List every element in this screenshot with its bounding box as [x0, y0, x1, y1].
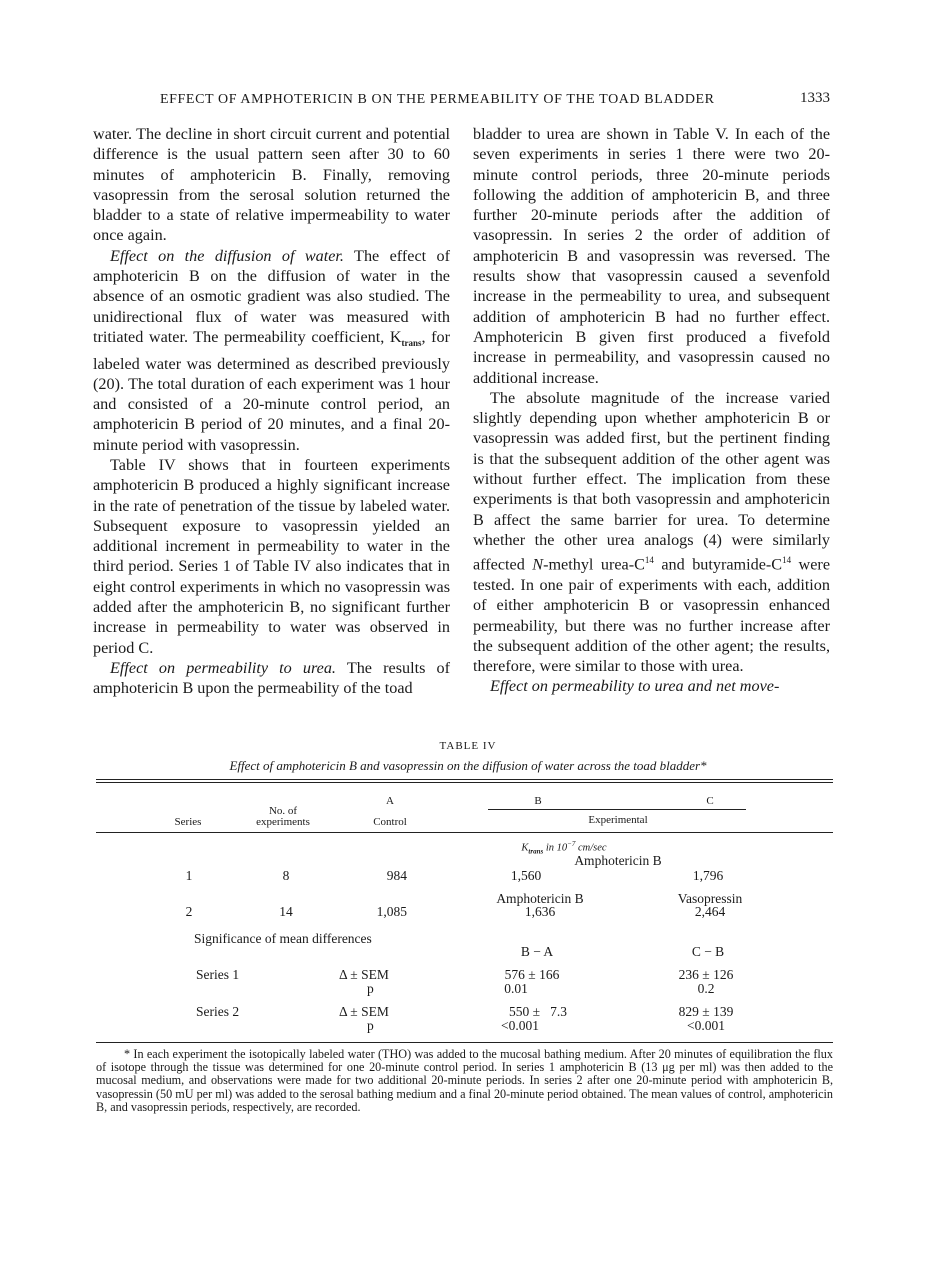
col-header-experiments: experiments: [256, 816, 310, 828]
diff-b-header: B − A: [520, 944, 554, 959]
table-label: TABLE IV: [439, 740, 497, 752]
row1-b: 1,560: [510, 868, 542, 883]
row2-b: 1,636: [524, 904, 556, 919]
section-heading: Effect on the diffusion of water.: [110, 246, 344, 265]
text-run: -methyl urea-C: [543, 555, 645, 574]
superscript: 14: [782, 555, 792, 566]
sig2-b: 550 ± 7.3: [508, 1004, 568, 1019]
superscript: 14: [644, 555, 654, 566]
paragraph: [473, 388, 830, 677]
text-run: and butyramide-C: [653, 555, 783, 574]
sig1-p-label: p: [367, 981, 374, 996]
col-header-a: A: [386, 795, 394, 807]
text-run: The effect of amphotericin B on the diffusion of water in the absence of an osmotic gradient was also studied. The unidirectional flux of water was measured with tritiated water. The permeability coefficient, K: [93, 246, 450, 346]
table-rule: [96, 782, 833, 783]
section-heading: Effect on permeability to urea and net move-: [490, 677, 780, 696]
sig2-b-p: <0.001: [501, 1018, 539, 1033]
row2-agent-b: Amphotericin B: [496, 891, 584, 906]
col-header-experimental: Experimental: [588, 814, 648, 826]
col-header-c: C: [706, 795, 714, 807]
col-header-b: B: [534, 795, 542, 807]
paragraph: [93, 246, 450, 455]
sig1-c-p: 0.2: [697, 981, 715, 996]
table-rule: [96, 832, 833, 833]
units-label: $K_{trans}$ in $10^{-7}$ cm/sec: [521, 840, 607, 856]
text-run: were tested. In one pair of experiments with each, addition of either amphotericin B or vasopressin enhanced permeability, but there was no further increase after the subsequent addition of the other agent; the results, therefore, were similar to those with urea.: [473, 555, 831, 676]
paragraph: [93, 658, 450, 699]
row1-a: 984: [386, 868, 407, 883]
table-footnote: * In each experiment the isotopically labeled water (THO) was added to the mucosal bathing medium. After 20 minutes of equilibration the flux of isotope through the tissue was determined for one 20-minute control period. In series 1 amphotericin B (13 μg per ml) was then added to the mucosal medium, and observations were made for two additional 20-minute periods. In series 2 after one 20-minute period with amphotericin B, vasopressin (50 mU per ml) was added to the serosal bathing medium and a final 20-minute period obtained. The mean values of control, amphotericin B, and vasopressin periods, respectively, are recorded.: [96, 1047, 833, 1114]
text-run: The absolute magnitude of the increase varied slightly depending upon whether amphotericin B or vasopressin was added first, but the pertinent finding is that the subsequent addition of the other agent was without further effect. The implication from these experiments is that both vasopressin and amphotericin B affect the same barrier for urea. To determine whether the other urea analogs (4) were similarly affected: [473, 388, 830, 574]
sig2-p-label: p: [367, 1018, 374, 1033]
row1-c: 1,796: [692, 868, 724, 883]
col-header-no-of: No. of: [268, 805, 298, 817]
col-header-series: Series: [174, 816, 202, 828]
text-run: The results of amphotericin B upon the permeability of the toad: [93, 658, 450, 698]
sig1-b-p: 0.01: [504, 981, 528, 996]
sig2-c-p: <0.001: [687, 1018, 725, 1033]
right-column: [473, 124, 830, 697]
row1-n: 8: [282, 868, 290, 883]
experimental-rule: [488, 809, 746, 810]
text-run: N: [532, 555, 544, 574]
sig2-label: Series 2: [196, 1004, 240, 1019]
table-caption: Effect of amphotericin B and vasopressin on the diffusion of water across the toad bladder*: [229, 758, 707, 773]
row1-series: 1: [185, 868, 193, 883]
table-rule: [96, 1042, 833, 1043]
paragraph: bladder to urea are shown in Table V. In each of the seven experiments in series 1 there were two 20-minute control periods, three 20-minute periods following the addition of amphotericin B, and three further 20-minute periods after the addition of vasopressin. In series 2 the order of addition of amphotericin B and vasopressin was reversed. The results show that vasopressin caused a sevenfold increase in the permeability to urea, and subsequent addition of amphotericin B had no further effect. Amphotericin B given first produced a fivefold increase in permeability, and vasopressin caused no additional increase.: [473, 125, 830, 387]
paragraph: Table IV shows that in fourteen experiments amphotericin B produced a highly significant increase in the rate of penetration of the tissue by labeled water. Subsequent exposure to vasopressin yielded an additional increment in permeability to water in the third period. Series 1 of Table IV also indicates that in eight control experiments in which no vasopressin was added after the amphotericin B, no significant further increase in permeability to water was observed in period C.: [93, 455, 450, 657]
sig2-c: 829 ± 139: [678, 1004, 734, 1019]
sig1-c: 236 ± 126: [678, 967, 734, 982]
left-column: [93, 124, 450, 699]
sig1-b: 576 ± 166: [504, 967, 560, 982]
sig1-stat: Δ ± SEM: [339, 967, 389, 982]
subscript: trans: [401, 338, 422, 349]
row2-c: 2,464: [694, 904, 726, 919]
section-heading: Effect on permeability to urea.: [110, 658, 336, 677]
row2-n: 14: [279, 904, 293, 919]
sig1-label: Series 1: [196, 967, 240, 982]
significance-title: Significance of mean differences: [194, 931, 372, 946]
diff-c-header: C − B: [691, 944, 725, 959]
paragraph: water. The decline in short circuit current and potential difference is the usual pattern seen after 30 to 60 minutes of amphotericin B. Finally, removing vasopressin from the serosal solution returned the bladder to a state of relative impermeability to water once again.: [93, 125, 450, 245]
row2-a: 1,085: [376, 904, 407, 919]
running-title: EFFECT OF AMPHOTERICIN B ON THE PERMEABILITY OF THE TOAD BLADDER: [160, 92, 715, 107]
table-rule: [96, 779, 833, 780]
running-header: [95, 90, 830, 112]
row1-agent: Amphotericin B: [574, 853, 662, 868]
col-header-control: Control: [373, 816, 407, 828]
row2-series: 2: [185, 904, 193, 919]
page-number: 1333: [800, 90, 830, 106]
row2-agent-c: Vasopressin: [677, 891, 743, 906]
text-run: , for labeled water was determined as described previously (20). The total duration of each experiment was 1 hour and consisted of a 20-minute control period, an amphotericin B period of 20 minutes, and a final 20-minute period with vasopressin.: [93, 327, 450, 454]
sig2-stat: Δ ± SEM: [339, 1004, 389, 1019]
